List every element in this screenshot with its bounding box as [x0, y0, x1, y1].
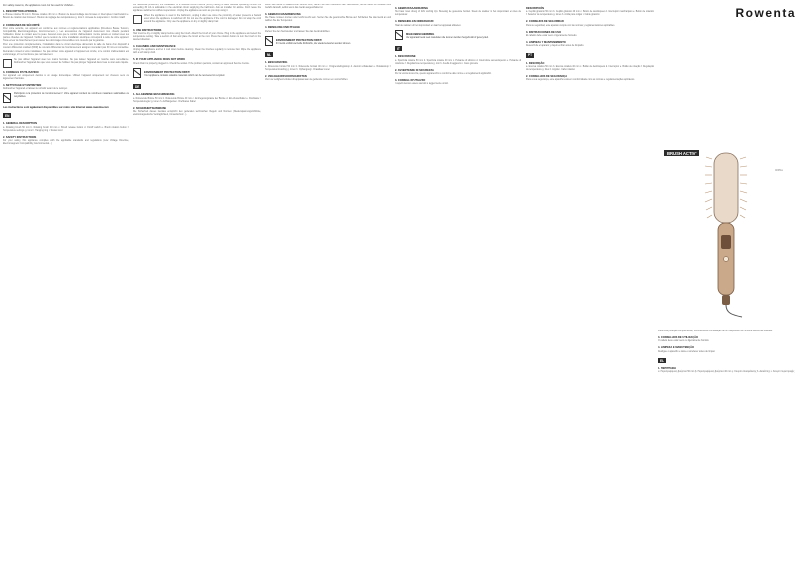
section: 2. AVVERTENZE DI SICUREZZA Per la vostra sicurezza, questo apparecchio è conforme alle norme e ai regolamenti applicabili.	[395, 68, 492, 75]
section: 2. SICHERHEITSHINWEISE Die Sicherheit dieses Gerätes entspricht den geltenden technischen Regeln und Normen (Niederspannungsrichtlinie, elektromagnetische Verträglichkeit, Umweltschutz...).	[133, 106, 261, 116]
disposal-notice: ENVIRONMENT PROTECTION FIRST! Ihr Gerät enthält wertvolle Rohstoffe, die wiederverwertet werden können.	[265, 36, 391, 48]
section: DESCRIPCIÓN a. Cepillo giratorio 50 mm b. Cepillo giratorio 40 mm c. Botón de desbloqueo d. Interruptor marcha/paro e. Botón de rotación f. Selector de temperatura g. Iones h. Anilla para colgar i. Cable giratorio	[526, 7, 654, 17]
section: 1. DESCRIÇÃO a. Escova rotativa 50 mm b. Escova rotativa 40 mm c. Botão de desbloqueio d. Interruptor e. Botão de rotação f. Regulação da temperatura g. Iões h. Argola i. Cabo rotativo	[526, 61, 654, 71]
brush-head-icon	[705, 153, 747, 223]
language-tab-el: EL	[660, 358, 665, 363]
section: 2. CONSIGNES DE SÉCURITÉ Pour votre sécurité, cet appareil est conforme aux normes et réglementations applicables (Directives Basse Tension, Compatibilité Electromagnétique, Environnement...). Les accessoires de l'appareil deviennent très chauds pendant l'utilisation. Éviter le contact avec la peau. Assurez-vous que le cordon d'alimentation n'entre jamais en contact avec les parties chaudes de l'appareil. Vérifiez que la tension de votre installation électrique correspond à celle de votre appareil. Toute erreur de branchement peut causer des dommages irréversibles non couverts par la garantie.	[3, 23, 129, 42]
crossed-bin-icon	[133, 68, 141, 78]
column-cover	[658, 330, 798, 562]
warning-icon	[3, 59, 12, 68]
language-tab-it: IT	[397, 46, 400, 51]
column-english: For additional protection, the installation of a residual current device (RCD) having a rated residual operating current not exceeding 30 mA is advisable in the electrical circuit supplying the bathroom. Ask an installer for advice. Don't leave the appliance switched on without supervision. Unplug the appliance as soon as you stop using it. When the appliance is used in the bathroom, unplug it after use since the proximity of water presents a hazard even when the appliance is switched off. Do not use the appliance if the cord is damaged. Do not wrap the cord around the appliance. Only use the appliance on dry or slightly damp hair. 3. USE INSTRUCTIONS Hair must be dry or slightly damp before using the brush. Attach the brush of your choice. Plug in the appliance and select the temperature setting. Take a section of hair and place the brush at the root. Press the rotation button to turn the brush in the desired direction. 4. CLEANING AND MAINTENANCE Unplug the appliance and let it cool down before cleaning. Clean the brushes regularly to remove hair. Wipe the appliance with a soft damp cloth. 5. IF YOUR APPLIANCE DOES NOT WORK Check that it is properly plugged in. Check the socket. If the problem persists, contact an approved Service Centre. ENVIRONMENT PROTECTION FIRST! Your appliance contains valuable materials which can be recovered or recycled. DE 1. ALLGEMEINE BESCHREIBUNG a. Rotierende Bürste 50 mm b. Rotierende Bürste 40 mm c. Entriegelungstaste der Bürste d. Ein-/Ausschalter e. Drehtaste f. Temperaturregler g. Ionen h. Aufhängeöse i. Drehbares Kabel 2. SICHERHEITSHINWEISE Die Sicherheit dieses Gerätes entspricht den geltenden technischen Regeln und Normen (Niederspannungsrichtlinie, elektromagnetische Verträglichkeit, Umweltschutz...).	[133, 4, 261, 116]
section: 3. USE INSTRUCTIONS Hair must be dry or slightly damp before using the brush. Attach the brush of your choice. Plug in the appliance and select the temperature setting. Take a section of hair and place the brush at the root. Press the rotation button to turn the brush in the desired direction.	[133, 28, 261, 42]
section: 3. GEBRUIKSAANWIJZING Het haar moet droog of licht vochtig zijn. Bevestig de gewenste borstel. Steek de stekker in het stopcontact en kies de temperatuur.	[395, 7, 521, 17]
section: 4. REINIGING EN ONDERHOUD Haal de stekker uit het stopcontact en laat het apparaat afkoelen.	[395, 20, 462, 27]
section: 1. BESCHRIJVING a. Roterende borstel 50 mm b. Roterende borstel 40 mm c. Ontgrendelingsknop d. Aan/uit schakelaar e. Rotatieknop f. Temperatuurinstelling g. Ionen h. Ophangoog i. Draaibaar snoer	[265, 61, 391, 71]
column-spanish	[526, 4, 654, 562]
crossed-bin-icon	[3, 93, 11, 103]
section: 1. DESCRIPTION APPAREIL a. Brosse rotative 50 mm b. Brosse rotative 40 mm c. Bouton de déverrouillage des brosses d. Interrupteur marche/arrêt e. Bouton de rotation des brosses f. Bouton de réglage des températures g. Ions h. Anneau de suspension i. Cordon rotatif	[3, 10, 129, 20]
warning-block: When the appliance is used in the bathroom, unplug it after use since the proximity of water presents a hazard even when the appliance is switched off. Do not use the appliance if the cord is damaged. Do not wrap the cord around the appliance. Only use the appliance on dry or slightly damp hair.	[133, 15, 261, 26]
section: 3. CONSELHOS DE UTILIZAÇÃO O cabelo deve estar seco ou ligeiramente húmido.	[658, 336, 710, 343]
section: 4. NETTOYAGE ET ENTRETIEN Débranchez l'appareil et laissez-le refroidir avant de le nettoyer.	[3, 83, 68, 91]
column-german: Wenn das Gerät im Badezimmer benutzt wird, ziehen Sie nach Gebrauch den Netzstecker, da die Nähe von Wasser eine Gefahr darstellt, selbst wenn das Gerät ausgeschaltet ist. 3. GEBRAUCHSANWEISUNG Die Haare müssen trocken oder leicht feucht sein. Setzen Sie die gewünschte Bürste auf. Schließen Sie das Gerät an und wählen Sie die Temperatur. 4. REINIGUNG UND PFLEGE Ziehen Sie den Netzstecker und lassen Sie das Gerät abkühlen. ENVIRONMENT PROTECTION FIRST! Ihr Gerät enthält wertvolle Rohstoffe, die wiederverwertet werden können. NL 1. BESCHRIJVING a. Roterende borstel 50 mm b. Roterende borstel 40 mm c. Ontgrendelingsknop d. Aan/uit schakelaar e. Rotatieknop f. Temperatuurinstelling g. Ionen h. Ophangoog i. Draaibaar snoer 2. VEILIGHEIDSVOORSCHRIFTEN Voor uw veiligheid voldoet dit apparaat aan de geldende normen en voorschriften.	[265, 4, 391, 81]
section: 1. GENERAL DESCRIPTION a. Rotating brush 50 mm b. Rotating brush 40 mm c. Brush release button d. On/off switch e. Brush rotation button f. Temperature settings g. Ions h. Hanging ring i. Swivel cord	[3, 122, 129, 132]
section: 4. LIMPEZA E MANUTENÇÃO Desligue o aparelho e deixe-o arrefecer antes de limpar.	[658, 346, 716, 353]
crossed-bin-icon	[265, 36, 273, 46]
crossed-bin-icon	[395, 30, 403, 40]
language-tab-de: DE	[135, 84, 140, 89]
language-tab-nl: NL	[267, 52, 272, 57]
warning-icon	[133, 15, 142, 24]
section: 2. VEILIGHEIDSVOORSCHRIFTEN Voor uw veiligheid voldoet dit apparaat aan de geldende normen en voorschriften.	[265, 74, 349, 81]
section: 4. REINIGUNG UND PFLEGE Ziehen Sie den Netzstecker und lassen Sie das Gerät abkühlen.	[265, 26, 331, 33]
section: 2. CONSEJOS DE SEGURIDAD Para su seguridad, este aparato cumple con las normas y reglamentaciones aplicables.	[526, 20, 615, 27]
brand-logo: Rowenta	[735, 6, 796, 20]
intro-note: For safety reasons, the appliance must not be used for children...	[3, 4, 75, 7]
disposal-notice: ENVIRONMENT PROTECTION FIRST! Your appliance contains valuable materials which can be recovered or recycled.	[133, 68, 261, 80]
section: 2. CONSELHOS DE SEGURANÇA Para a sua segurança, este aparelho está em conformidade com as normas e regulamentações aplicáveis.	[526, 74, 635, 82]
section: 1. ΠΕΡΙΓΡΑΦΗ α. Περιστρεφόμενη βούρτσα 50 mm β. Περιστρεφόμενη βούρτσα 40 mm γ. Κουμπί απασφάλισης δ. Διακόπτης ε. Κουμπί περιστροφής	[658, 367, 795, 374]
section: 4. CLEANING AND MAINTENANCE Unplug the appliance and let it cool down before cleaning. Clean the brushes regularly to remove hair. Wipe the appliance with a soft damp cloth.	[133, 45, 261, 55]
section: 3. CONSEILS D'UTILISATION Cet appareil est uniquement destiné à un usage domestique. Utilisez l'appareil uniquement sur cheveux secs ou légèrement humides.	[3, 70, 129, 80]
handle-icon	[718, 223, 734, 305]
section: 3. CONSIGLI D'UTILIZZO I capelli devono essere asciutti o leggermente umidi.	[395, 78, 449, 86]
section: 2. SAFETY INSTRUCTIONS For your safety, this appliance complies with the applicable standards and regulations (Low Voltage Directive, Electromagnetic Compatibility, Environmental...)	[3, 135, 129, 145]
section: Para uma proteção complementar, recomenda-se a instalação de um dispositivo de corrente diferencial residual.	[658, 330, 773, 332]
section: 3. GEBRAUCHSANWEISUNG Die Haare müssen trocken oder leicht feucht sein. Setzen Sie die gewünschte Bürste auf. Schließen Sie das Gerät an und wählen Sie die Temperatur.	[265, 13, 391, 23]
product-image	[662, 135, 796, 319]
section: 5. IF YOUR APPLIANCE DOES NOT WORK Check that it is properly plugged in. Check the socket. If the problem persists, contact an approved Service Centre.	[133, 58, 250, 65]
language-tab-pt: PT	[528, 53, 533, 58]
warning-block: Ne pas utiliser l'appareil avec les mains humides. Ne pas laisser l'appareil en marche sans surveillance. Débranchez l'appareil dès que vous cessez de l'utiliser. Ne pas plonger l'appareil dans l'eau ou tout autre liquide.	[3, 59, 129, 68]
section: 4. LIMPIEZA Y MANTENIMIENTO Desenchufe el aparato y déjelo enfriar antes de limpiarlo.	[526, 40, 585, 47]
section: 1. DESCRIZIONE a. Spazzola rotante 50 mm b. Spazzola rotante 40 mm c. Pulsante di sblocco d. Interruttore acceso/spento e. Pulsante di rotazione f. Regolazione temperatura g. Ioni h. Anello di aggancio i. Cavo girevole	[395, 55, 521, 65]
column-dutch	[395, 4, 521, 562]
product-label: BRUSH ACTIV'	[664, 150, 699, 156]
section: 1. ALLGEMEINE BESCHREIBUNG a. Rotierende Bürste 50 mm b. Rotierende Bürste 40 mm c. Entriegelungstaste der Bürste d. Ein-/Ausschalter e. Drehtaste f. Temperaturregler g. Ionen h. Aufhängeöse i. Drehbares Kabel	[133, 93, 261, 103]
column-french	[3, 4, 129, 562]
disposal-notice: MILIEUBESCHERMING Uw apparaat bevat veel materialen die kunnen worden hergebruikt of gerecycled.	[395, 30, 521, 42]
disposal-notice: Participons à la protection de l'environnement ! Votre appareil contient de nombreux matériaux valorisables ou recyclables.	[3, 93, 129, 103]
section: Pour une protection complémentaire, l'installation dans le circuit électrique alimentant la salle de bains d'un dispositif à courant différentiel résiduel (DDR) de courant différentiel de fonctionnement assigné n'excédant pas 30 mA est conseillée. Demander conseil à votre installateur. Ne pas utiliser votre appareil si l'appareil est tombé, si le cordon d'alimentation est endommagé, s'il ne fonctionne pas normalement.	[3, 44, 129, 56]
website-note: Les instructions sont également disponibles sur notre site Internet www.rowenta.com	[3, 106, 109, 110]
section: 3. INSTRUCCIONES DE USO El cabello debe estar seco o ligeramente húmedo.	[526, 30, 578, 37]
language-tab-en: EN	[5, 113, 10, 118]
product-code: CF95xx	[775, 170, 783, 172]
